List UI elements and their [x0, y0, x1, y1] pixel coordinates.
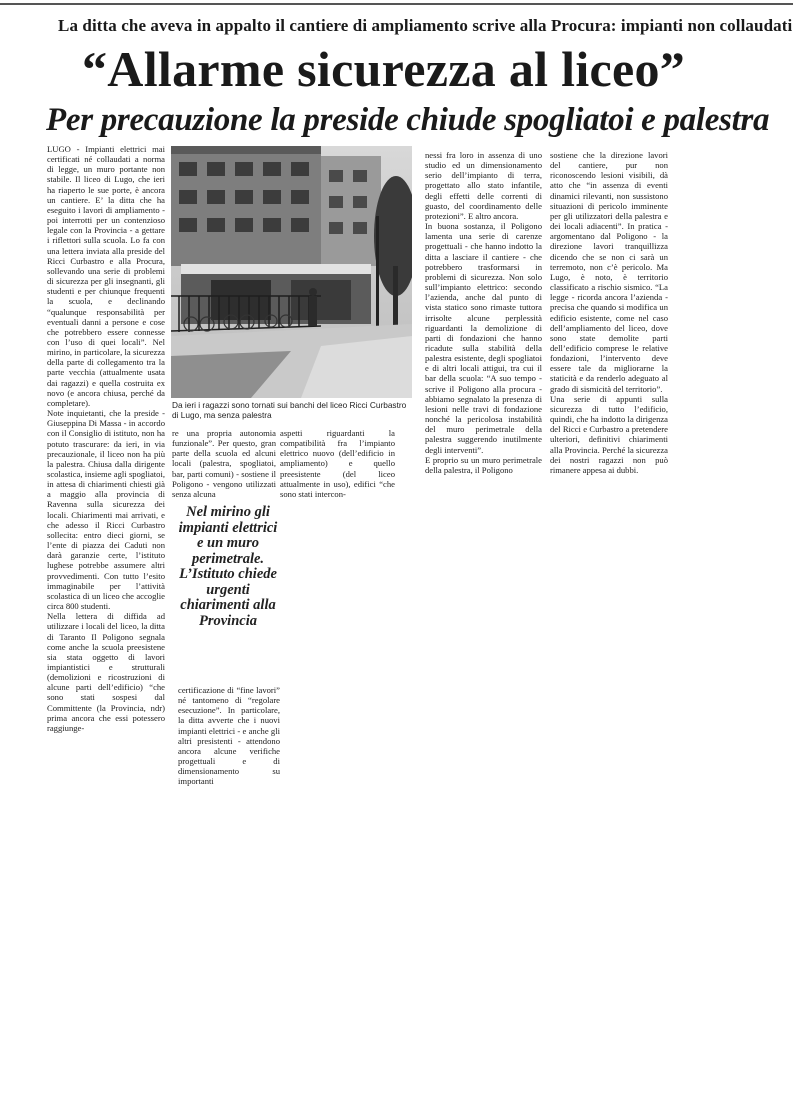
subheadline: Per precauzione la preside chiude spogliatoi e palestra — [46, 102, 770, 138]
paragraph: re una propria autonomia funzionale”. Per questo, gran parte della scuola ed alcuni locali (palestra, spogliatoi, bar, parti comuni) - sostiene il Poligono - vengono utilizzati senza alcuna — [172, 428, 276, 499]
article-column-1 — [47, 144, 165, 733]
paragraph: Note inquietanti, che la preside - Giuseppina Di Massa - in accordo con il Consiglio di istituto, non ha potuto trascurare: da ieri, in via precauzionale, il liceo non ha più la palestra. Chiusa dalla dirigente scolastica, insieme agli spogliatoi, in attesa di chiarimenti chiesti già a maggio alla provincia di Ravenna sulla sicurezza dei locali. Chiarimenti mai arrivati, e che adesso il Ricci Curbastro sollecita: entro dieci giorni, se l’ente di piazza dei Caduti non darà garanzie certe, l’istituto lughese potrebbe assumere altri provvedimenti. Con tutto l’esito immaginabile per l’attività scolastica di un liceo che accoglie circa 800 studenti. — [47, 408, 165, 612]
paragraph: aspetti riguardanti la compatibilità fra l’impianto elettrico nuovo (dell’edificio in ampliamento) e quello preesistente (del liceo attualmente in uso), edifici “che sono stati intercon- — [280, 428, 395, 499]
paragraph: E proprio su un muro perimetrale della palestra, il Poligono — [425, 454, 542, 475]
paragraph: LUGO - Impianti elettrici mai certificati né collaudati a norma di legge, un muro portante non stabile. Il liceo di Lugo, che ieri ha riaperto le sue porte, è ancora un cantiere. E’ la ditta che ha eseguito i lavori di ampliamento - poi interrotti per un contenzioso legale con la Provincia - a gettare i riflettori sulla scuola. Lo fa con una lettera inviata alla preside del Ricci Curbastro e alla Procura, sollevando una serie di problemi di sicurezza per gli insegnanti, gli studenti e per chiunque frequenti la scuola, e declinando “qualunque responsabilità per eventuali danni a persone e cose che potrebbero essere connesse con l’uso di quei locali”. Nel mirino, in particolare, la sicurezza della parte di collegamento tra la parte vecchia (attualmente usata dai ragazzi) e quella costruita ex novo (e ancora chiusa, perché da completare). — [47, 144, 165, 408]
article-column-2-continued — [178, 685, 280, 787]
photo-caption: Da ieri i ragazzi sono tornati sui banchi del liceo Ricci Curbastro di Lugo, ma senza palestra — [172, 400, 407, 420]
school-building-image — [171, 146, 412, 398]
paragraph: sostiene che la direzione lavori del cantiere, pur non riconoscendo lesioni visibili, dà atto che “in assenza di eventi dinamici rilevanti, non sussistono situazioni di pericolo imminente per gli utilizzatori della palestra e dei locali adiacenti”. In pratica - argomentano dal Poligono - la direzione lavori tranquillizza dicendo che se non ci sarà un terremoto, non c’è pericolo. Ma Lugo, è noto, è territorio classificato a rischio sismico. “La legge - ricorda ancora l’azienda - precisa che quando si modifica un edificio esistente, come nel caso dell’ampliamento del liceo, dove sono state demolite parti dell’edificio comprese le relative fondazioni, l’intervento deve essere tale da migliorarne la staticità e da renderlo adeguato al grado di sismicità del territorio”. — [550, 150, 668, 394]
pull-quote: Nel mirino gli impianti elettrici e un muro perimetrale. L’Istituto chiede urgenti chiarimenti alla Provincia — [178, 504, 278, 629]
article-column-3 — [280, 428, 395, 499]
paragraph: nessi fra loro in assenza di uno studio ed un dimensionamento serio dell’impianto di terra, progettato allo stato infantile, degli effetti delle correnti di guasto, del coordinamento delle protezioni”. E altro ancora. — [425, 150, 542, 221]
headline: “Allarme sicurezza al liceo” — [82, 41, 686, 97]
article-column-5 — [550, 150, 668, 475]
top-rule — [0, 3, 793, 5]
article-column-2 — [172, 428, 276, 499]
paragraph: certificazione di “fine lavori” né tantomeno di “regolare esecuzione”. In particolare, la ditta avverte che i nuovi impianti elettrici - e anche gli altri presistenti - attendono ancora alcune verifiche progettuali e di dimensionamento su importanti — [178, 685, 280, 787]
paragraph: In buona sostanza, il Poligono lamenta una serie di carenze progettuali - che hanno indotto la ditta a lasciare il cantiere - che potrebbero trasformarsi in problemi di sicurezza. Non solo sull’impianto elettrico: secondo l’azienda, anche dal punto di vista statico sono rimaste tuttora irrisolte alcune perplessità riguardanti la demolizione di parti di fondazioni che hanno ricadute sulla stabilità della palestra esistente, degli spogliatoi e di altri locali attigui, tra cui il bar della scuola: “A suo tempo - scrive il Poligono alla procura - abbiamo segnalato la presenza di lesioni nelle travi di fondazione nonché la pericolosa instabilità del muro perimetrale della palestra suggerendo inutilmente degli interventi”. — [425, 221, 542, 455]
paragraph: Nella lettera di diffida ad utilizzare i locali del liceo, la ditta di Taranto Il Poligono segnala come anche la scuola preesistene sia stata oggetto di lavori impiantistici e strutturali (demolizioni e ricostruzioni di alcune parti dell’edificio) “che sono stati sospesi dal Committente (la Provincia, ndr) prima ancora che essi potessero raggiunge- — [47, 611, 165, 733]
paragraph: Una serie di appunti sulla sicurezza di tutto l’edificio, quindi, che ha indotto la dirigenza del Ricci e Curbastro a pretendere ulteriori, definitivi chiarimenti alla Provincia. Perché la sicurezza dei nostri ragazzi non può rimanere appesa ai dubbi. — [550, 393, 668, 475]
article-column-4 — [425, 150, 542, 475]
school-photo — [171, 146, 412, 398]
kicker: La ditta che aveva in appalto il cantiere di ampliamento scrive alla Procura: impianti non collaudati — [58, 16, 793, 35]
